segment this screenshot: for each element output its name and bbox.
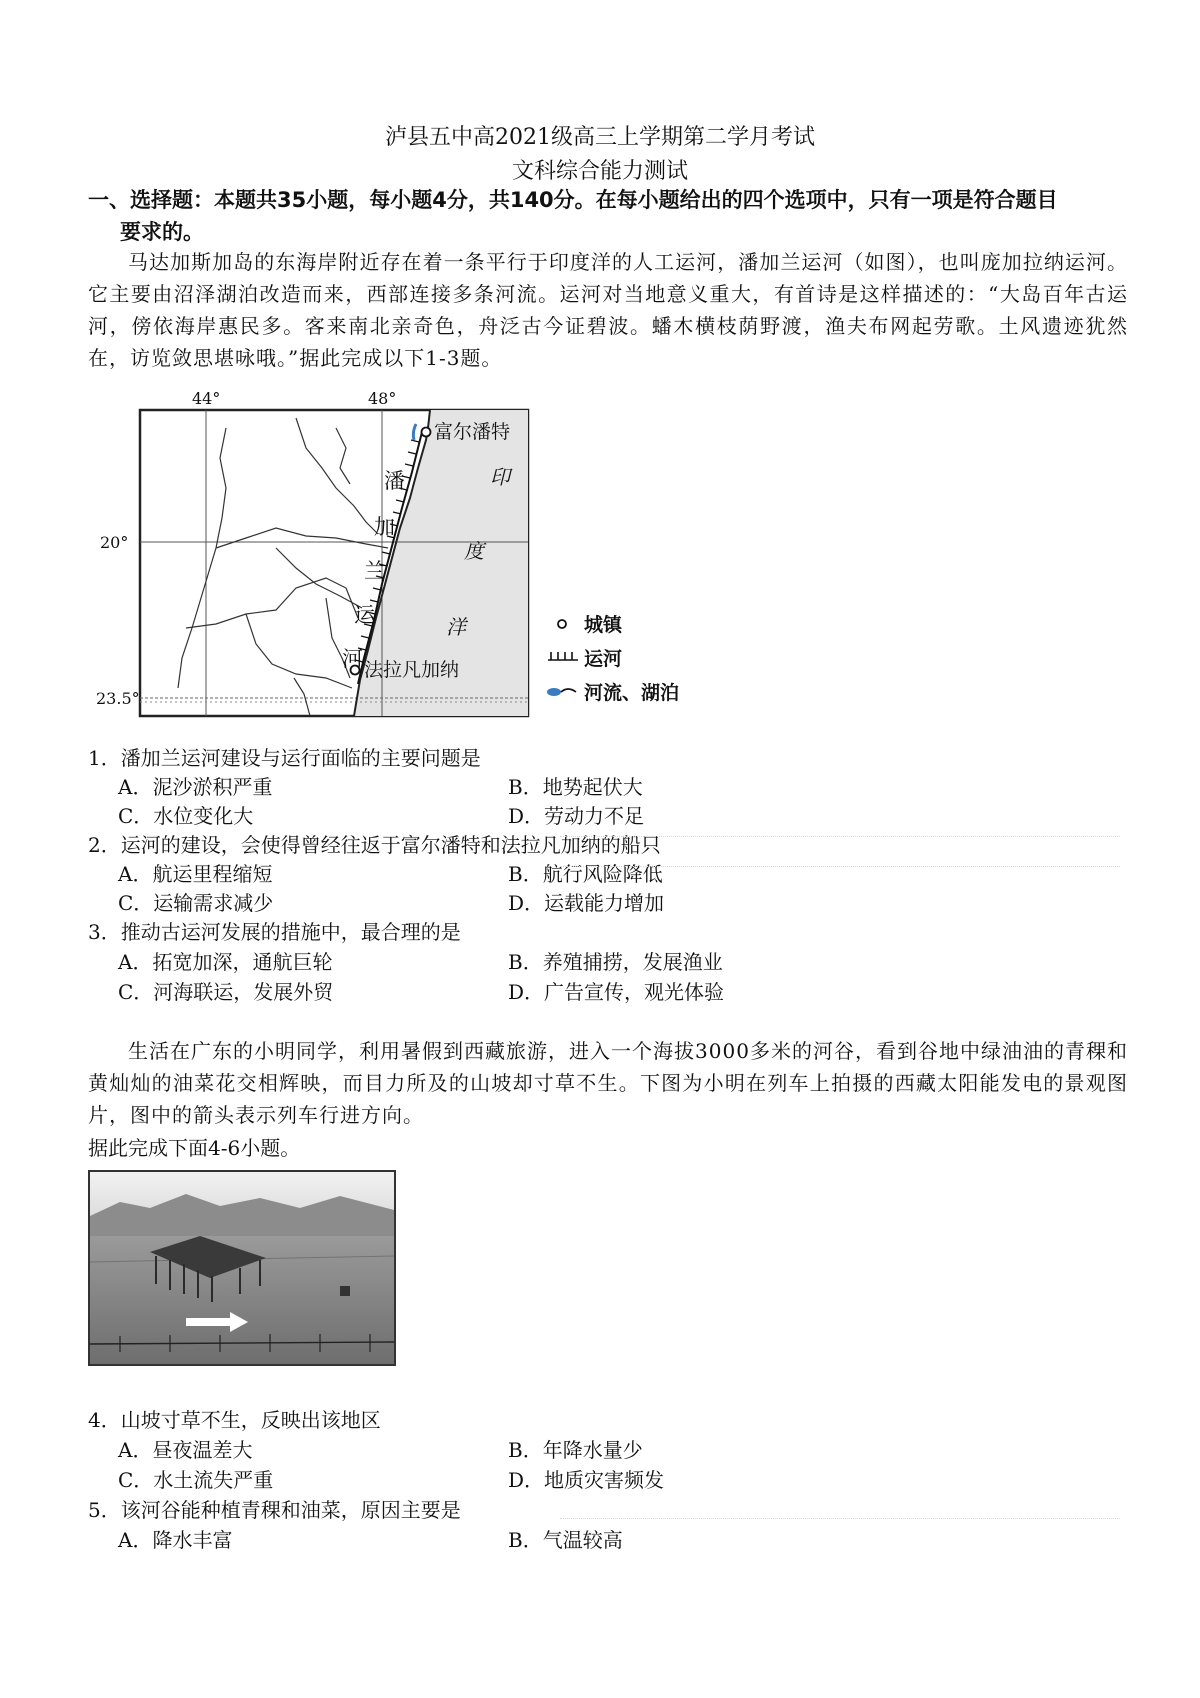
question-5-option: B．气温较高	[508, 1528, 623, 1552]
section-heading-line1: 一、选择题：本题共35小题，每小题4分，共140分。在每小题给出的四个选项中，只有一项是符合题目	[88, 188, 1058, 212]
ocean-char: 洋	[446, 615, 466, 639]
question-3-option: C．河海联运，发展外贸	[118, 980, 334, 1004]
lon-label: 44°	[192, 389, 221, 408]
legend-river-label: 河流、湖泊	[584, 682, 680, 704]
question-2-option: B．航行风险降低	[508, 862, 663, 886]
question-2-stem: 2．运河的建设，会使得曾经往返于富尔潘特和法拉凡加纳的船只	[88, 833, 661, 857]
faint-rule	[560, 836, 1120, 837]
town-marker	[422, 428, 431, 437]
legend-town-label: 城镇	[584, 614, 623, 636]
town-label: 法拉凡加纳	[364, 659, 460, 681]
section-heading	[88, 184, 1128, 248]
question-4-stem: 4．山坡寸草不生，反映出该地区	[88, 1408, 381, 1432]
canal-char: 运	[354, 603, 375, 627]
question-1-option: B．地势起伏大	[508, 775, 643, 799]
lon-label: 48°	[368, 389, 397, 408]
question-2-option: C．运输需求减少	[118, 891, 274, 915]
question-3-option: B．养殖捕捞，发展渔业	[508, 950, 723, 974]
lat-label: 20°	[100, 533, 129, 552]
canal-char: 兰	[364, 559, 385, 583]
canal-char: 潘	[384, 469, 405, 493]
faint-rule	[560, 866, 1120, 867]
question-3-stem: 3．推动古运河发展的措施中，最合理的是	[88, 920, 461, 944]
question-3-option: D．广告宣传，观光体验	[508, 980, 725, 1004]
ocean-char: 度	[464, 539, 484, 563]
canal-char: 河	[342, 647, 363, 671]
passage-tibet: 生活在广东的小明同学，利用暑假到西藏旅游，进入一个海拔3000多米的河谷，看到谷地中绿油油的青稞和黄灿灿的油菜花交相辉映，而目力所及的山坡却寸草不生。下图为小明在列车上拍摄的西藏太阳能发电的景观图片，图中的箭头表示列车行进方向。	[88, 1039, 1128, 1127]
question-4-option: B．年降水量少	[508, 1438, 643, 1462]
ocean-char: 印	[490, 465, 510, 489]
town-label: 富尔潘特	[434, 421, 511, 443]
question-5-stem: 5．该河谷能种植青稞和油菜，原因主要是	[88, 1498, 461, 1522]
question-5-option: A．降水丰富	[118, 1528, 233, 1552]
question-1-option: A．泥沙淤积严重	[118, 775, 273, 799]
question-3-option: A．拓宽加深，通航巨轮	[118, 950, 333, 974]
legend-canal-icon	[548, 652, 578, 660]
passage-canal: 马达加斯加岛的东海岸附近存在着一条平行于印度洋的人工运河，潘加兰运河（如图），也叫庞加拉纳运河。它主要由沼泽湖泊改造而来，西部连接多条河流。运河对当地意义重大，有首诗是这样描述的：“大岛百年古运河，傍依海岸惠民多。客来南北亲奇色，舟泛古今证碧波。蟠木横枝荫野渡，渔夫布网起劳歌。土风遗迹犹然在，访览敛思堪咏哦。”据此完成以下1-3题。	[88, 250, 1128, 370]
legend-canal-label: 运河	[584, 648, 623, 670]
question-4-option: C．水土流失严重	[118, 1468, 274, 1492]
question-4-option: A．昼夜温差大	[118, 1438, 253, 1462]
lat-label: 23.5°	[96, 689, 140, 708]
solar-station-photo	[88, 1170, 396, 1366]
question-4-option: D．地质灾害频发	[508, 1468, 665, 1492]
question-1-option: D．劳动力不足	[508, 804, 645, 828]
question-1-option: C．水位变化大	[118, 804, 254, 828]
legend-river-icon	[547, 688, 576, 696]
question-1-stem: 1．潘加兰运河建设与运行面临的主要问题是	[88, 746, 481, 770]
legend-town-icon	[558, 620, 566, 628]
question-2-option: D．运载能力增加	[508, 891, 665, 915]
question-2-option: A．航运里程缩短	[118, 862, 273, 886]
map-legend	[547, 613, 679, 704]
passage-tibet-lead: 据此完成下面4-6小题。	[88, 1136, 301, 1160]
section-heading-line2: 要求的。	[120, 220, 204, 244]
canal-map	[96, 388, 736, 736]
exam-title: 泸县五中高2021级高三上学期第二学月考试	[385, 125, 815, 150]
exam-subtitle: 文科综合能力测试	[511, 159, 688, 184]
canal-char: 加	[374, 515, 395, 539]
faint-rule	[560, 1518, 1120, 1519]
